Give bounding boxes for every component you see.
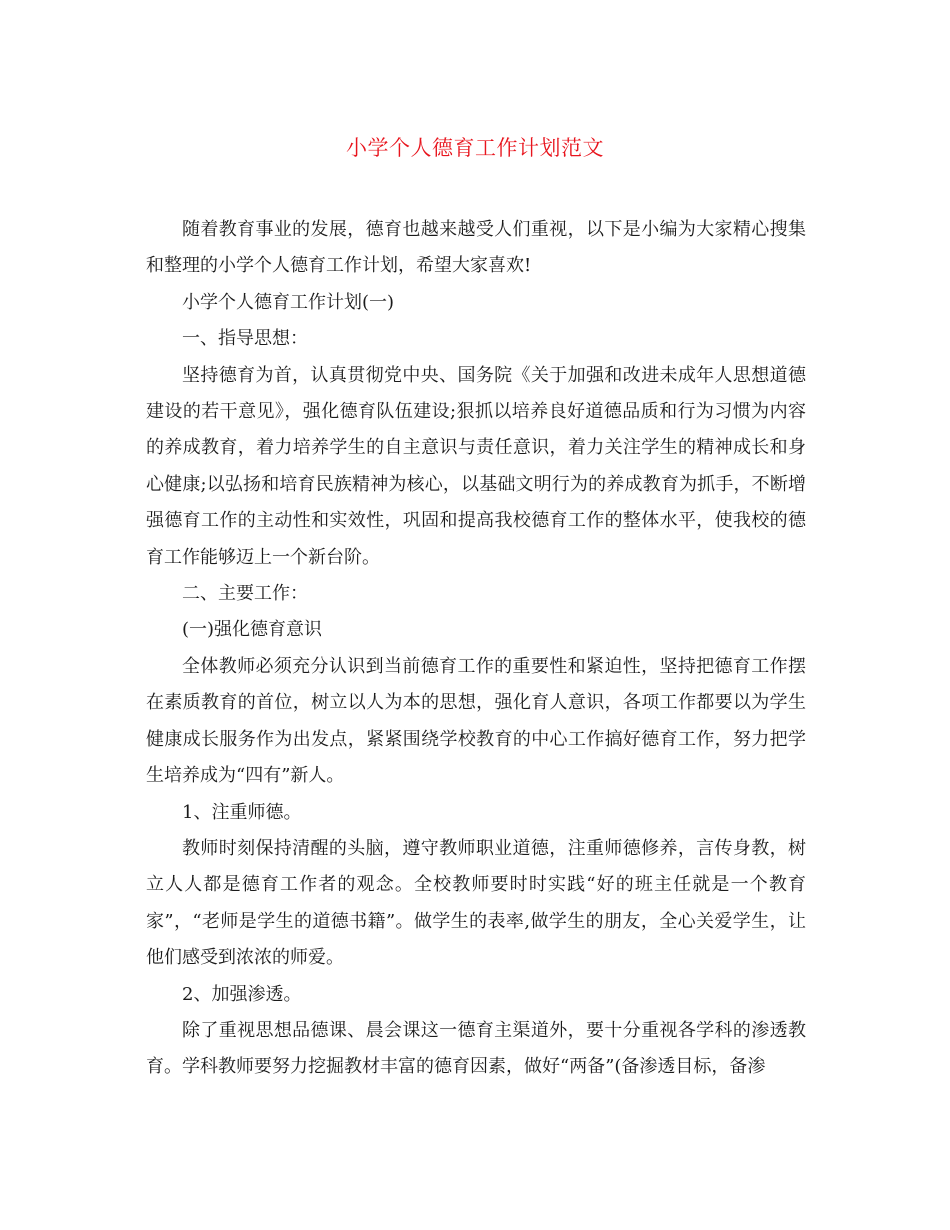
item-heading-strengthen-infiltration: 2、加强渗透。 <box>182 983 302 1005</box>
document-body <box>146 212 806 1086</box>
teacher-ethics-paragraph: 教师时刻保持清醒的头脑，遵守教师职业道德，注重师德修养，言传身教，树立人人都是德育工作者的观念。全校教师要时时实践“好的班主任就是一个教育家”，“老师是学生的道德书籍”。做学生的表率,做学生的朋友，全心关爱学生，让他们感受到浓浓的师爱。 <box>146 837 806 969</box>
subsection-heading-moral-awareness: (一)强化德育意识 <box>182 619 323 641</box>
moral-awareness-paragraph: 全体教师必须充分认识到当前德育工作的重要性和紧迫性，坚持把德育工作摆在素质教育的首位，树立以人为本的思想，强化育人意识，各项工作都要以为学生健康成长服务作为出发点，紧紧围绕学校教育的中心工作搞好德育工作，努力把学生培养成为“四有”新人。 <box>146 655 806 787</box>
infiltration-paragraph: 除了重视思想品德课、晨会课这一德育主渠道外，要十分重视各学科的渗透教育。学科教师要努力挖掘教材丰富的德育因素，做好“两备”(备渗透目标，备渗 <box>146 1019 806 1078</box>
plan-heading: 小学个人德育工作计划(一) <box>182 291 395 313</box>
section-heading-main-work: 二、主要工作： <box>182 583 308 605</box>
item-heading-teacher-ethics: 1、注重师德。 <box>182 801 302 823</box>
document-title: 小学个人德育工作计划范文 <box>346 136 604 160</box>
intro-paragraph: 随着教育事业的发展，德育也越来越受人们重视，以下是小编为大家精心搜集和整理的小学个人德育工作计划，希望大家喜欢! <box>146 219 806 277</box>
section-heading-guiding-ideology: 一、指导思想： <box>182 328 308 350</box>
guiding-ideology-paragraph: 坚持德育为首，认真贯彻党中央、国务院《关于加强和改进未成年人思想道德建设的若干意见》，强化德育队伍建设;狠抓以培养良好道德品质和行为习惯为内容的养成教育，着力培养学生的自主意识与责任意识，着力关注学生的精神成长和身心健康;以弘扬和培育民族精神为核心，以基础文明行为的养成教育为抓手，不断增强德育工作的主动性和实效性，巩固和提高我校德育工作的整体水平，使我校的德育工作能够迈上一个新台阶。 <box>146 364 806 568</box>
